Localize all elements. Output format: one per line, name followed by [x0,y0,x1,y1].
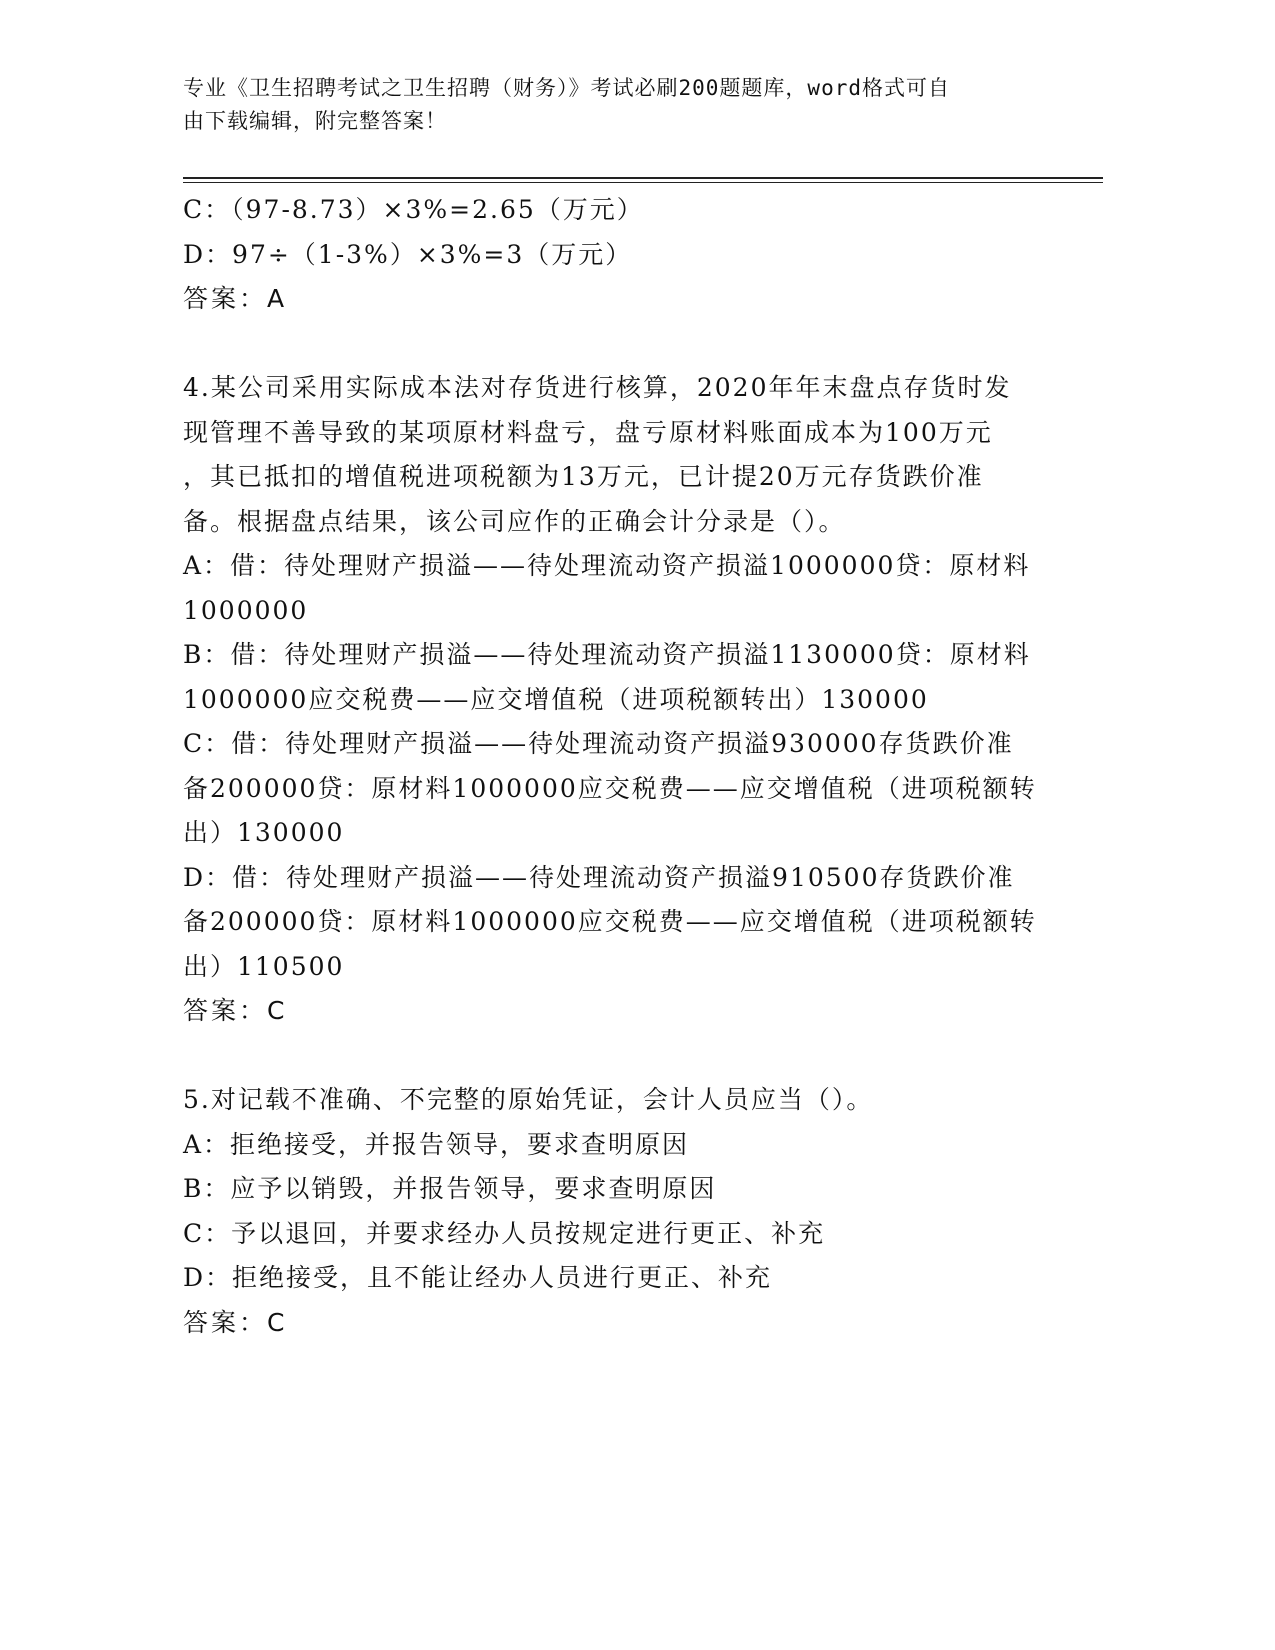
q4-stem-line: 4.某公司采用实际成本法对存货进行核算，2020年年末盘点存货时发 [183,373,1012,402]
spacer [183,322,1063,367]
q5-option-a: A：拒绝接受，并报告领导，要求查明原因 [183,1129,690,1159]
q5-option-d: D：拒绝接受，且不能让经办人员进行更正、补充 [183,1263,773,1292]
q5-stem: 5.对记载不准确、不完整的原始凭证，会计人员应当（）。 [183,1085,874,1114]
header-line-1: 专业《卫生招聘考试之卫生招聘（财务）》考试必刷200题题库，word格式可自 [183,76,950,100]
q4-stem-line: ，其已抵扣的增值税进项税额为13万元，已计提20万元存货跌价准 [183,462,984,491]
q4-option-b: B：借：待处理财产损溢——待处理流动资产损溢1130000贷：原材料 [183,640,1031,669]
question-4 [183,366,1063,1034]
q5-answer: 答案：C [183,1307,288,1337]
q4-option-c-cont: 备200000贷：原材料1000000应交税费——应交增值税（进项税额转 [183,773,1037,803]
q4-option-d: D：借：待处理财产损溢——待处理流动资产损溢910500存货跌价准 [183,862,1015,892]
q5-option-c: C：予以退回，并要求经办人员按规定进行更正、补充 [183,1218,826,1248]
q4-option-d-cont: 出）110500 [183,951,345,981]
q3-option-d: D：97÷（1-3%）×3%=3（万元） [183,239,633,269]
q4-option-c-cont: 出）130000 [183,818,345,847]
q4-option-d-cont: 备200000贷：原材料1000000应交税费——应交增值税（进项税额转 [183,907,1037,936]
q4-option-a: A：借：待处理财产损溢——待处理流动资产损溢1000000贷：原材料 [183,551,1031,580]
question-5 [183,1078,1063,1345]
q3-option-c: C：（97-8.73）×3%=2.65（万元） [183,195,644,224]
q4-option-b-cont: 1000000应交税费——应交增值税（进项税额转出）130000 [183,684,929,714]
q4-option-c: C：借：待处理财产损溢——待处理流动资产损溢930000存货跌价准 [183,729,1014,758]
spacer [183,1034,1063,1079]
q5-option-b: B：应予以销毁，并报告领导，要求查明原因 [183,1174,717,1203]
q4-option-a-cont: 1000000 [183,595,309,625]
header-divider-thin [183,182,1103,183]
question-content [183,188,1063,1345]
q3-answer: 答案：A [183,284,288,313]
header-divider [183,177,1103,179]
q4-answer: 答案：C [183,996,288,1025]
header-line-2: 由下载编辑，附完整答案！ [183,109,447,133]
page-header [183,72,1063,138]
q4-stem-line: 现管理不善导致的某项原材料盘亏，盘亏原材料账面成本为100万元 [183,417,993,447]
question-3-tail [183,188,1063,322]
q4-stem-line: 备。根据盘点结果，该公司应作的正确会计分录是（）。 [183,506,846,536]
